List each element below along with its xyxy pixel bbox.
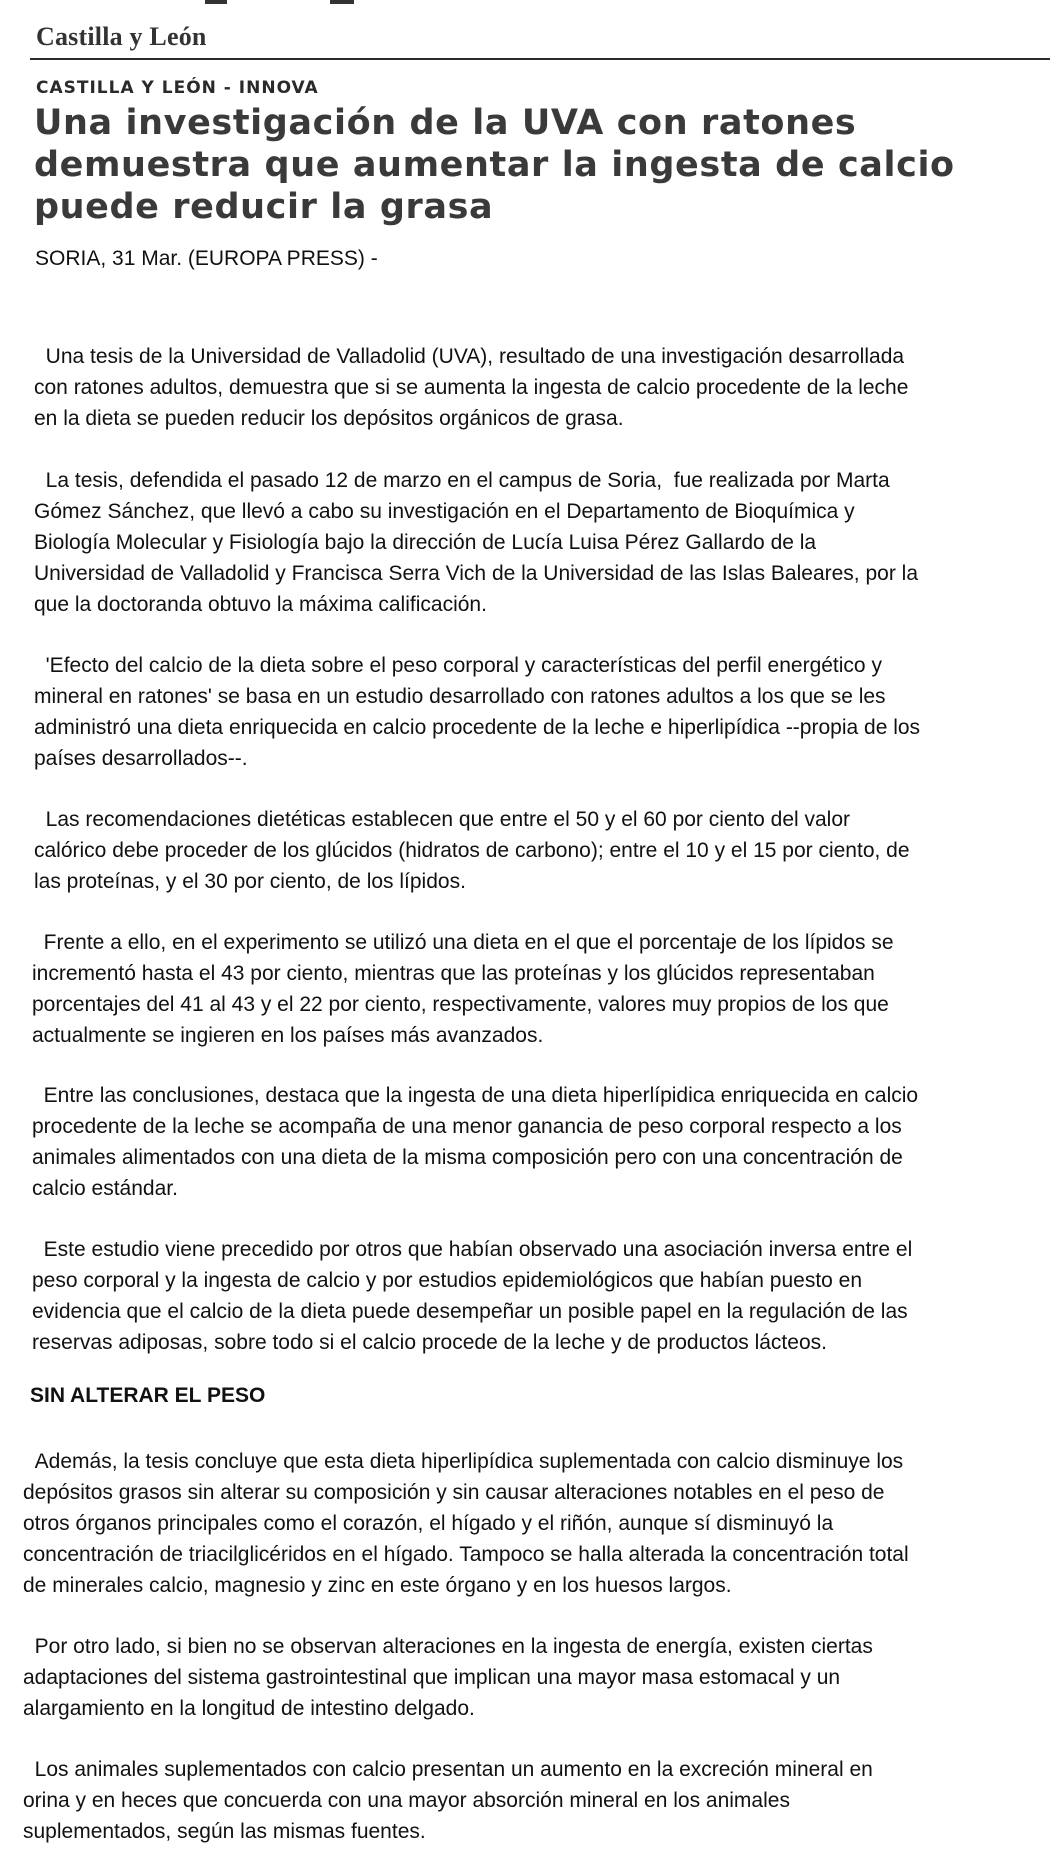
article-paragraph: Por otro lado, si bien no se observan alteraciones en la ingesta de energía, existen ciertas adaptaciones del sistema gastrointestinal que implican una mayor masa estomacal y un alargamiento en la longitud de intestino delgado.: [23, 1635, 873, 1720]
article-paragraph: La tesis, defendida el pasado 12 de marzo en el campus de Soria, fue realizada por Marta Gómez Sánchez, que llevó a cabo su investigación en el Departamento de Bioquímica y Biología Molecular y Fisiología bajo la dirección de Lucía Luisa Pérez Gallardo de la Universidad de Valladolid y Francisca Serra Vich de la Universidad de las Islas Baleares, por la que la doctoranda obtuvo la máxima calificación.: [34, 469, 918, 616]
section-label: Castilla y León: [36, 22, 207, 51]
article-paragraph: Además, la tesis concluye que esta dieta hiperlipídica suplementada con calcio disminuye los depósitos grasos sin alterar su composición y sin causar alteraciones notables en el peso de otros órganos principales como el corazón, el hígado y el riñón, aunque sí disminuyó la concentración de triacilglicéridos en el hígado. Tampoco se halla alterada la concentración total de minerales calcio, magnesio y zinc en este órgano y en los huesos largos.: [23, 1450, 909, 1597]
article-paragraph: Este estudio viene precedido por otros que habían observado una asociación inversa entre el peso corporal y la ingesta de calcio y por estudios epidemiológicos que habían puesto en evidencia que el calcio de la dieta puede desempeñar un posible papel en la regulación de las reservas adiposas, sobre todo si el calcio procede de la leche y de productos lácteos.: [32, 1238, 913, 1354]
article-paragraph: Una tesis de la Universidad de Valladolid (UVA), resultado de una investigación desarrollada con ratones adultos, demuestra que si se aumenta la ingesta de calcio procedente de la leche en la dieta se pueden reducir los depósitos orgánicos de grasa.: [34, 345, 909, 430]
article-headline: Una investigación de la UVA con ratones demuestra que aumentar la ingesta de calcio puede reducir la grasa: [34, 103, 955, 227]
article-paragraph: Entre las conclusiones, destaca que la ingesta de una dieta hiperlípidica enriquecida en calcio procedente de la leche se acompaña de una menor ganancia de peso corporal respecto a los animales alimentados con una dieta de la misma composición pero con una concentración de calcio estándar.: [32, 1084, 919, 1200]
article-dateline: SORIA, 31 Mar. (EUROPA PRESS) -: [35, 247, 378, 270]
article-kicker: CASTILLA Y LEÓN - INNOVA: [36, 78, 319, 98]
article-paragraph: 'Efecto del calcio de la dieta sobre el peso corporal y características del perfil energético y mineral en ratones' se basa en un estudio desarrollado con ratones adultos a los que se les administró una dieta enriquecida en calcio procedente de la leche e hiperlipídica --propia de los países desarrollados--.: [34, 654, 921, 770]
clipped-fragment-mark: [330, 0, 354, 4]
article-paragraph: Las recomendaciones dietéticas establecen que entre el 50 y el 60 por ciento del valor calórico debe proceder de los glúcidos (hidratos de carbono); entre el 10 y el 15 por ciento, de las proteínas, y el 30 por ciento, de los lípidos.: [34, 808, 910, 893]
article-subheading: SIN ALTERAR EL PESO: [30, 1384, 266, 1407]
clipped-fragment-mark: [205, 0, 227, 4]
article-paragraph: Los animales suplementados con calcio presentan un aumento en la excreción mineral en orina y en heces que concuerda con una mayor absorción mineral en los animales suplementados, según las mismas fuentes.: [23, 1758, 873, 1843]
section-divider: [30, 58, 1050, 60]
article-paragraph: Frente a ello, en el experimento se utilizó una dieta en el que el porcentaje de los lípidos se incrementó hasta el 43 por ciento, mientras que las proteínas y los glúcidos representaban porcentajes del 41 al 43 y el 22 por ciento, respectivamente, valores muy propios de los que actualmente se ingieren en los países más avanzados.: [32, 931, 894, 1047]
